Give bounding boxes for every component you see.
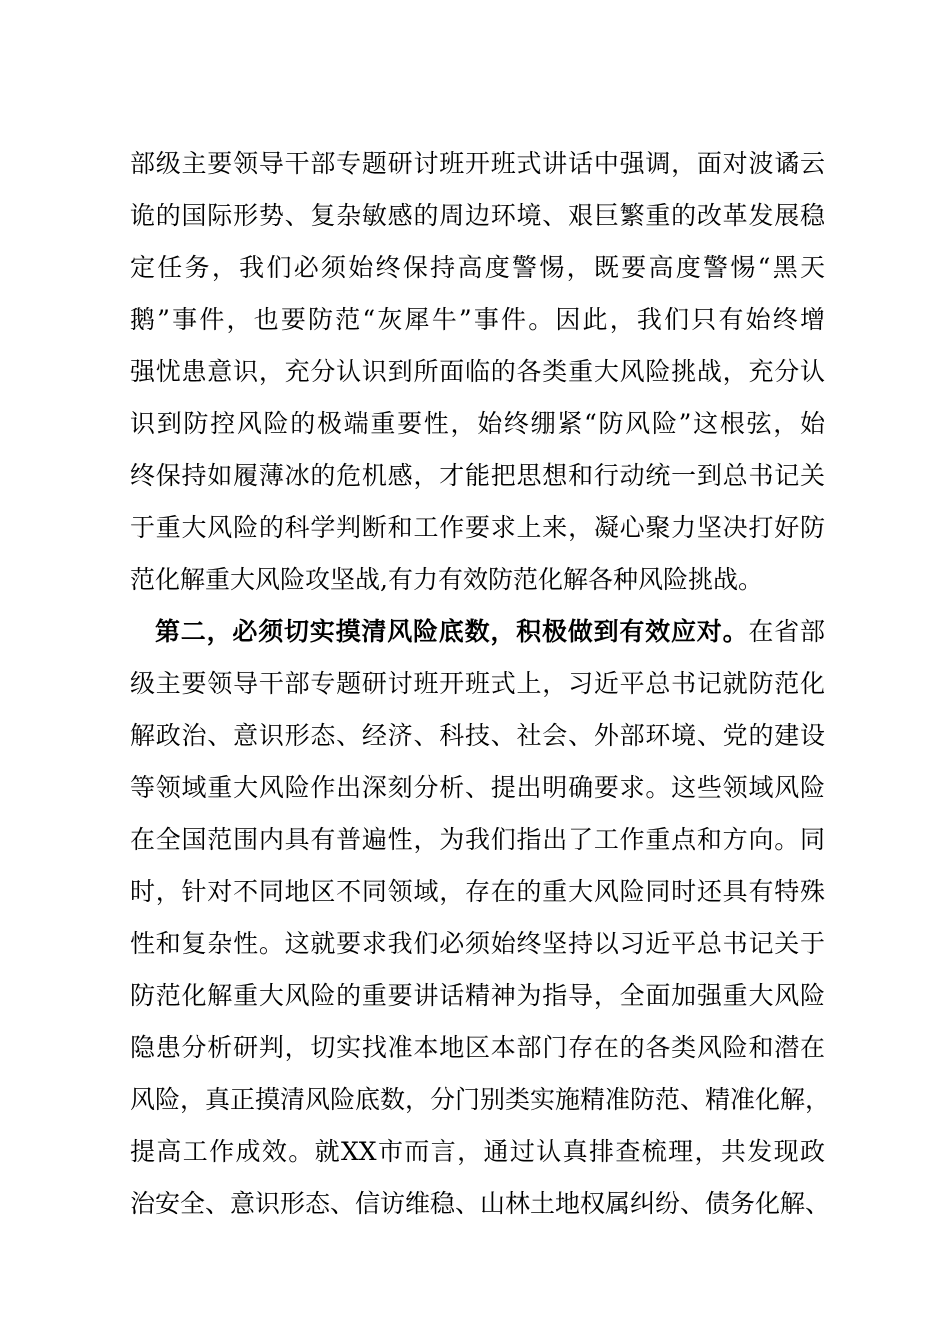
paragraph-1-line-4: 鹅”事件，也要防范“灰犀牛”事件。因此，我们只有始终增 [130,305,825,334]
paragraph-1-line-1: 部级主要领导干部专题研讨班开班式讲话中强调，面对波谲云 [130,149,825,178]
paragraph-2-first-line-rest: 在省部 [748,617,825,646]
paragraph-2-line-9: 隐患分析研判，切实找准本地区本部门存在的各类风险和潜在 [130,1033,825,1062]
paragraph-2-line-7: 性和复杂性。这就要求我们必须始终坚持以习近平总书记关于 [130,929,825,958]
paragraph-1-line-3: 定任务，我们必须始终保持高度警惕，既要高度警惕“黑天 [130,253,825,282]
paragraph-2-line-4: 等领域重大风险作出深刻分析、提出明确要求。这些领域风险 [130,773,825,802]
paragraph-2-line-5: 在全国范围内具有普遍性，为我们指出了工作重点和方向。同 [130,825,825,854]
paragraph-1-line-2: 诡的国际形势、复杂敏感的周边环境、艰巨繁重的改革发展稳 [130,201,825,230]
paragraph-2-line-10: 风险，真正摸清风险底数，分门别类实施精准防范、精准化解， [130,1085,831,1114]
paragraph-2-line-3: 解政治、意识形态、经济、科技、社会、外部环境、党的建设 [130,721,825,750]
paragraph-1-line-8: 于重大风险的科学判断和工作要求上来，凝心聚力坚决打好防 [130,513,825,542]
paragraph-2-line-11: 提高工作成效。就XX市而言，通过认真排查梳理，共发现政 [130,1137,825,1166]
paragraph-2-line-12: 治安全、意识形态、信访维稳、山林土地权属纠纷、债务化解、 [130,1189,831,1218]
paragraph-1-line-5: 强忧患意识，充分认识到所面临的各类重大风险挑战，充分认 [130,357,825,386]
paragraph-2-line-1 [155,612,825,652]
paragraph-2-line-8: 防范化解重大风险的重要讲话精神为指导，全面加强重大风险 [130,981,825,1010]
paragraph-2-heading: 第二，必须切实摸清风险底数，积极做到有效应对。 [155,617,749,646]
paragraph-1-line-7: 终保持如履薄冰的危机感，才能把思想和行动统一到总书记关 [130,461,825,490]
paragraph-1-line-9: 范化解重大风险攻坚战,有力有效防范化解各种风险挑战。 [130,565,763,594]
paragraph-2-line-2: 级主要领导干部专题研讨班开班式上，习近平总书记就防范化 [130,669,825,698]
paragraph-2-line-6: 时，针对不同地区不同领域，存在的重大风险同时还具有特殊 [130,877,825,906]
paragraph-1-line-6: 识到防控风险的极端重要性，始终绷紧“防风险”这根弦，始 [130,409,825,438]
